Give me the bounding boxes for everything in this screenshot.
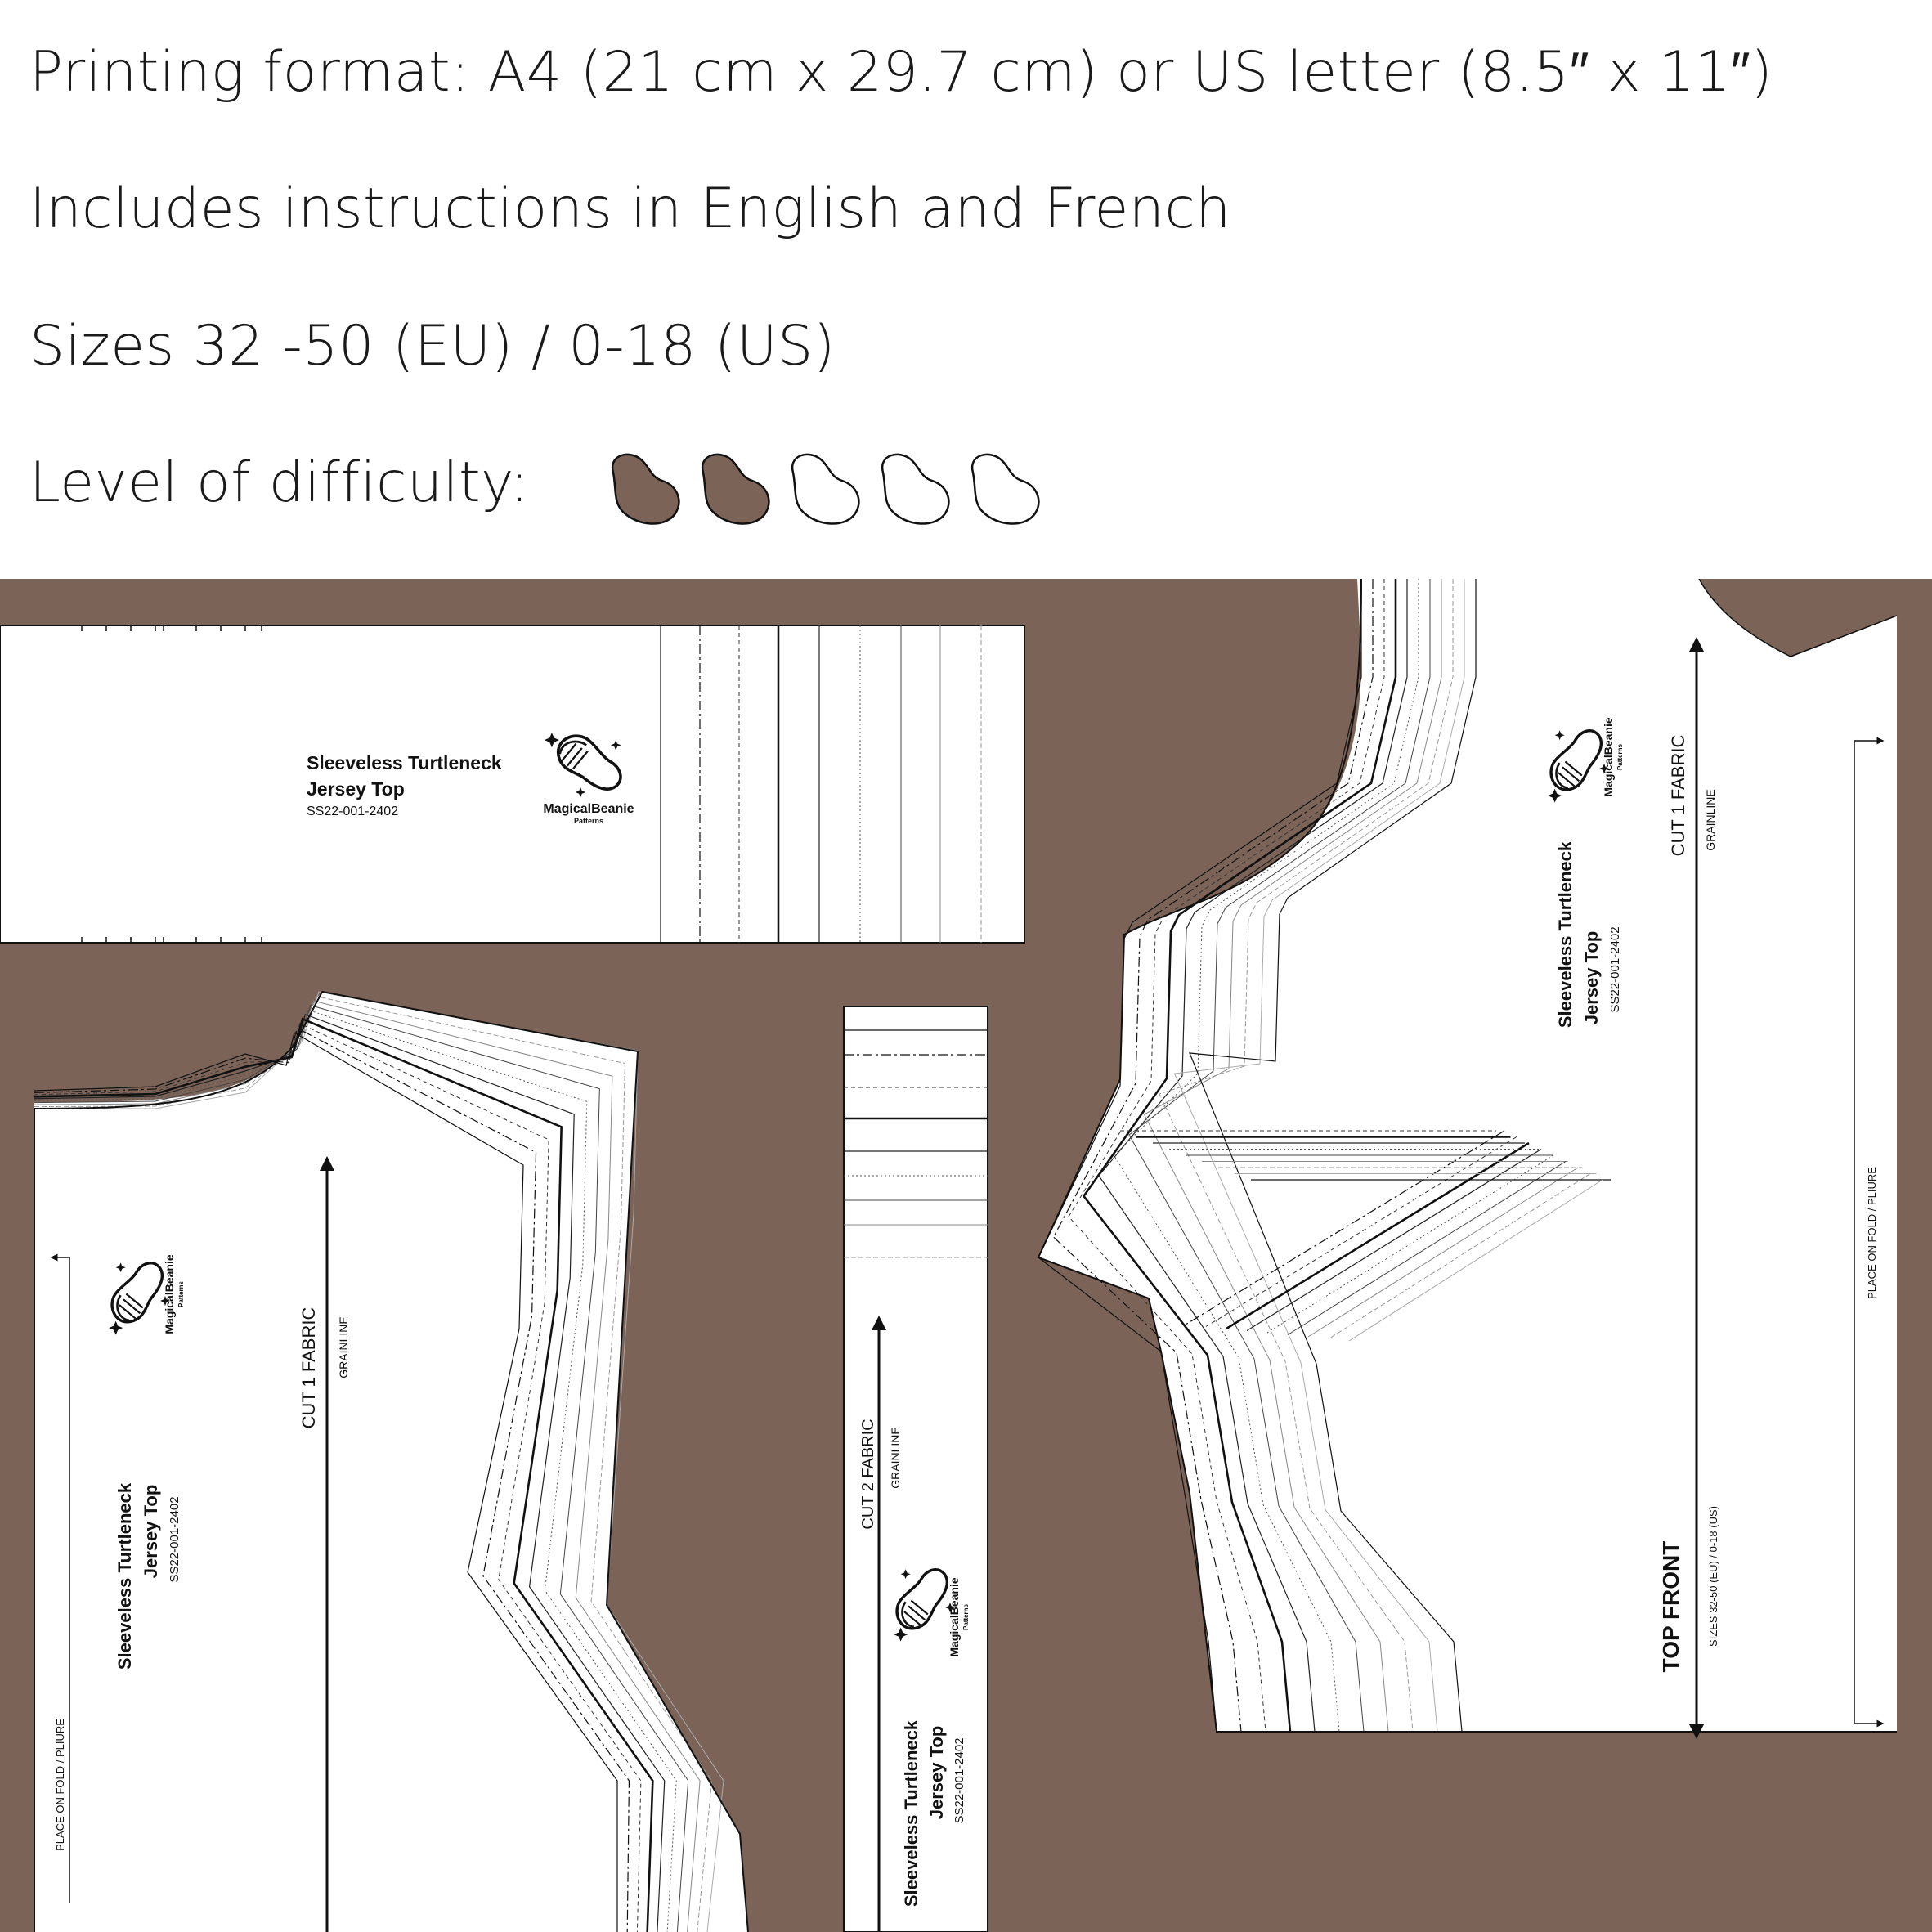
sizes-text: Sizes 32 -50 (EU) / 0-18 (US) [29,314,836,379]
armband-brand-name: MagicalBeanie [948,1577,961,1657]
armband-title-line1: Sleeveless Turtleneck [901,1719,921,1907]
front-piece-name: TOP FRONT [1658,1540,1683,1673]
front-fold-label: PLACE ON FOLD / PLIURE [1866,1167,1878,1299]
armband-cut-label: CUT 2 FABRIC [859,1419,877,1530]
back-grainline-label: GRAINLINE [337,1316,350,1378]
bean-filled-icon [612,455,679,524]
bean-empty-icon [882,455,948,524]
armband-brand-sub: Patterns [962,1603,970,1631]
difficulty-label: Level of difficulty: [29,451,530,515]
difficulty-rating [605,448,1063,538]
collar-piece [0,625,1024,943]
bean-filled-icon [702,455,769,524]
back-brand-name: MagicalBeanie [163,1254,176,1334]
armband-pattern-code: SS22-001-2402 [953,1737,966,1824]
front-pattern-code: SS22-001-2402 [1608,926,1622,1013]
back-brand-sub: Patterns [177,1280,185,1308]
collar-pattern-code: SS22-001-2402 [307,805,399,818]
back-cut-label: CUT 1 FABRIC [298,1307,319,1429]
armband-title-line2: Jersey Top [926,1725,947,1820]
armband-piece [844,1006,988,1932]
pattern-pieces-preview [0,579,1932,1932]
bean-empty-icon [972,455,1038,524]
collar-title-line2: Jersey Top [307,778,405,800]
back-title-line2: Jersey Top [141,1484,161,1579]
collar-title-line1: Sleeveless Turtleneck [307,752,502,773]
front-brand-name: MagicalBeanie [1602,717,1615,797]
back-title-line1: Sleeveless Turtleneck [114,1482,135,1670]
front-cut-label: CUT 1 FABRIC [1668,734,1688,857]
front-title-line1: Sleeveless Turtleneck [1555,840,1576,1029]
back-pattern-code: SS22-001-2402 [168,1496,182,1583]
front-title-line2: Jersey Top [1581,930,1602,1025]
instructions-language-text: Includes instructions in English and French [29,177,1231,241]
back-fold-label: PLACE ON FOLD / PLIURE [54,1719,66,1851]
front-grainline-label: GRAINLINE [1704,789,1717,851]
front-brand-sub: Patterns [1616,743,1624,771]
collar-brand-name: MagicalBeanie [543,802,634,816]
bean-empty-icon [792,455,858,524]
collar-brand-sub: Patterns [573,817,604,825]
printing-format-text: Printing format: A4 (21 cm x 29.7 cm) or US letter (8.5″ x 11″) [29,40,1773,105]
pattern-layout [0,579,1932,1932]
armband-grainline-label: GRAINLINE [889,1427,902,1489]
front-sizes-label: SIZES 32-50 (EU) / 0-18 (US) [1707,1506,1719,1647]
